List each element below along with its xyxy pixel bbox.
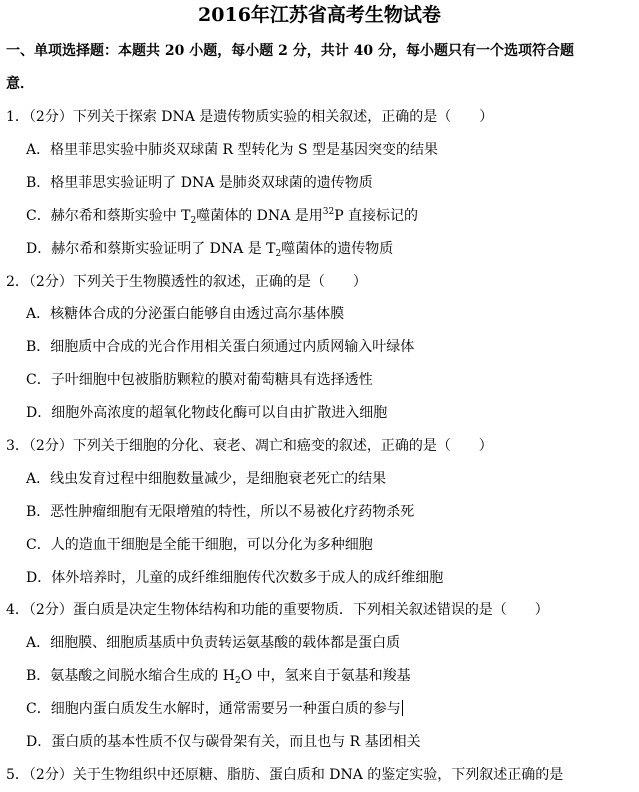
question-1-stem: 1．（2分）下列关于探索 DNA 是遗传物质实验的相关叙述，正确的是（ ）	[6, 109, 494, 125]
question-4-option-b: B．氨基酸之间脱水缩合生成的 $H_2O$ 中，氢来自于氨基和羧基	[26, 668, 411, 686]
question-2-option-b: B．细胞质中合成的光合作用相关蛋白须通过内质网输入叶绿体	[26, 339, 415, 355]
question-3-option-d: D．体外培养时，儿童的成纤维细胞传代次数多于成人的成纤维细胞	[26, 570, 444, 586]
question-2-option-a: A．核糖体合成的分泌蛋白能够自由透过高尔基体膜	[26, 306, 345, 322]
question-3-option-a: A．线虫发育过程中细胞数量减少，是细胞衰老死亡的结果	[26, 471, 387, 487]
question-4-option-c: C．细胞内蛋白质发生水解时，通常需要另一种蛋白质的参与	[26, 701, 401, 717]
question-1-option-d: D．赫尔希和蔡斯实验证明了 DNA 是 $T_2$噬菌体的遗传物质	[26, 241, 394, 259]
question-1-option-b: B．格里菲思实验证明了 DNA 是肺炎双球菌的遗传物质	[26, 175, 373, 191]
question-3-stem: 3．（2分）下列关于细胞的分化、衰老、凋亡和癌变的叙述，正确的是（ ）	[6, 438, 493, 454]
question-2-stem: 2．（2分）下列关于生物膜透性的叙述，正确的是（ ）	[6, 274, 367, 290]
exam-title: 2016年江苏省高考生物试卷	[198, 4, 441, 26]
question-5-stem: 5．（2分）关于生物组织中还原糖、脂肪、蛋白质和 DNA 的鉴定实验，下列叙述正确的是	[6, 767, 564, 783]
question-2-option-d: D．细胞外高浓度的超氧化物歧化酶可以自由扩散进入细胞	[26, 405, 388, 421]
question-4-option-d: D．蛋白质的基本性质不仅与碳骨架有关，而且也与 R 基团相关	[26, 734, 421, 750]
question-4-stem: 4．（2分）蛋白质是决定生物体结构和功能的重要物质．下列相关叙述错误的是（ ）	[6, 602, 549, 618]
question-3-option-b: B．恶性肿瘤细胞有无限增殖的特性，所以不易被化疗药物杀死	[26, 504, 415, 520]
section-heading-line-1: 一、单项选择题：本题共 20 小题，每小题 2 分，共计 40 分，每小题只有一个选项符合题	[6, 43, 574, 59]
question-1-option-a: A．格里菲思实验中肺炎双球菌 R 型转化为 S 型是基因突变的结果	[26, 142, 439, 158]
section-heading-line-2: 意．	[6, 76, 34, 92]
question-3-option-c: C．人的造血干细胞是全能干细胞，可以分化为多种细胞	[26, 537, 373, 553]
question-2-option-c: C．子叶细胞中包被脂肪颗粒的膜对葡萄糖具有选择透性	[26, 372, 373, 388]
text-cursor	[402, 700, 403, 716]
question-1-option-c: C．赫尔希和蔡斯实验中 $T_2$噬菌体的 DNA 是用$^{32}$P 直接标记的	[26, 207, 419, 226]
question-4-option-a: A．细胞膜、细胞质基质中负责转运氨基酸的载体都是蛋白质	[26, 635, 401, 651]
